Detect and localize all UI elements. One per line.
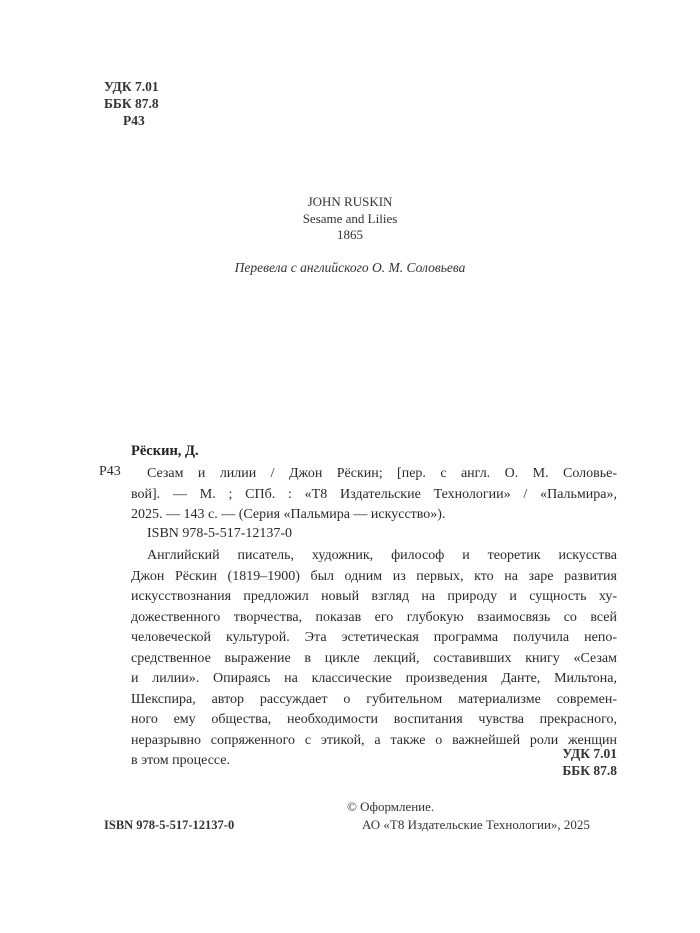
abstract-line: ного ему общества, необходимости воспитания чувства прекрасного, [131, 712, 617, 727]
cutter-code: Р43 [123, 113, 145, 128]
abstract [131, 546, 617, 772]
record-author-heading: Рёскин, Д. [131, 443, 199, 459]
bbk-code: ББК 87.8 [104, 96, 159, 111]
original-title: Sesame and Lilies [302, 210, 398, 226]
original-year: 1865 [337, 227, 363, 242]
abstract-line: Джон Рёскин (1819–1900) был одним из первых, кто на заре развития [131, 568, 617, 584]
bbk-code: ББК 87.8 [562, 763, 617, 778]
footer-isbn: ISBN 978-5-517-12137-0 [104, 818, 235, 832]
abstract-line: в этом процессе. [131, 753, 231, 768]
record-isbn: ISBN 978-5-517-12137-0 [147, 526, 293, 541]
copyright-line: © Оформление. [347, 799, 435, 814]
original-title-block [0, 194, 700, 244]
copyright-notice [347, 798, 590, 834]
abstract-line: неразрывно сопряженного с этикой, а также о важнейшей роли женщин [131, 732, 617, 748]
bibliographic-description [131, 464, 617, 526]
abstract-line: искусствознания предложил новый взгляд на природу и сущность ху- [131, 589, 617, 604]
abstract-line: дожественного творчества, показав его глубокую взаимосвязь со всей [131, 609, 617, 625]
translator-note: Перевела с английского О. М. Соловьева [234, 260, 466, 275]
abstract-line: человеческой культурой. Эта эстетическая программа получила непо- [131, 630, 617, 645]
copyright-line: АО «Т8 Издательские Технологии», 2025 [362, 817, 590, 832]
bib-line: 2025. — 143 с. — (Серия «Пальмира — искусство»). [131, 507, 446, 522]
udk-code: УДК 7.01 [562, 746, 617, 761]
classification-codes-top [104, 78, 159, 129]
classification-codes-bottom [500, 745, 617, 779]
abstract-line: средственное выражение в цикле лекций, составивших книгу «Сезам [131, 650, 617, 666]
bib-line: вой]. — М. ; СПб. : «Т8 Издательские Технологии» / «Пальмира», [131, 486, 617, 502]
bib-line: Сезам и лилии / Джон Рёскин; [пер. с англ. О. М. Соловье- [147, 466, 617, 481]
abstract-line: Английский писатель, художник, философ и теоретик искусства [147, 548, 617, 563]
abstract-line: Шекспира, автор рассуждает о губительном материализме современ- [131, 691, 617, 707]
record-cutter: Р43 [99, 464, 121, 479]
abstract-line: и лилии». Опираясь на классические произведения Данте, Мильтона, [131, 671, 617, 686]
original-author: JOHN RUSKIN [307, 194, 393, 209]
udk-code: УДК 7.01 [104, 79, 159, 94]
